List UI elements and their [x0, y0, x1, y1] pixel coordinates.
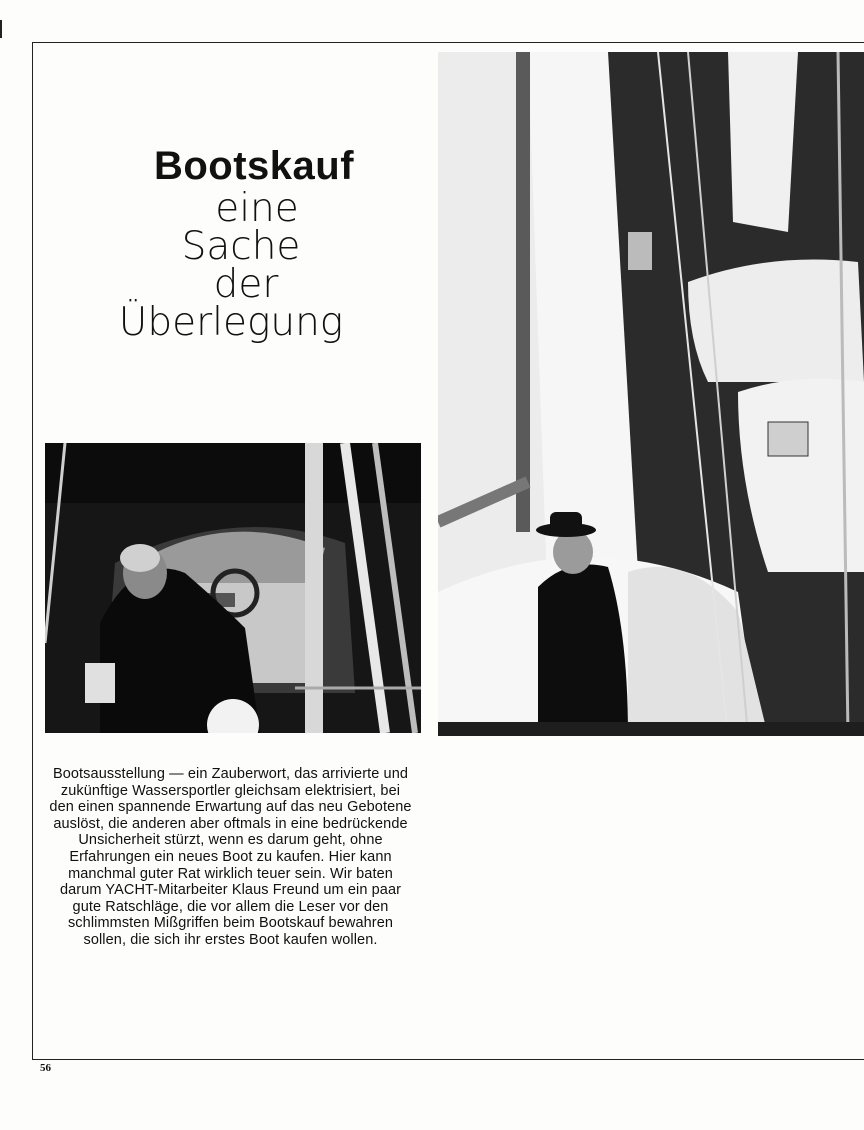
subtitle-line-4: Überlegung [118, 300, 344, 345]
photo-man-at-helm [45, 443, 421, 733]
page-edge-mark [0, 20, 2, 38]
subtitle-line-2: Sache [181, 224, 301, 269]
article-title-block [60, 142, 410, 345]
subtitle-line-3: der [213, 262, 279, 307]
subtitle-line-1: eine [215, 186, 299, 231]
page-number: 56 [40, 1062, 51, 1074]
article-intro-text: Bootsausstellung — ein Zauberwort, das arrivierte und zukünftige Wassersportler gleichsam elektrisiert, bei den einen spannende Erwartung auf das neu Gebotene auslöst, die anderen aber oftmals in eine bedrückende Unsicherheit stürzt, wenn es darum geht, ohne Erfahrungen ein neues Boot zu kaufen. Hier kann manchmal guter Rat wirklich teuer sein. Wir baten darum YACHT-Mitarbeiter Klaus Freund um ein paar gute Ratschläge, die vor allem die Leser vor den schlimmsten Mißgriffen beim Bootskauf bewahren sollen, die sich ihr erstes Boot kaufen wollen. [49, 766, 412, 948]
photo-man-with-sailboat [438, 52, 864, 736]
article-title: Bootskauf [153, 144, 355, 188]
